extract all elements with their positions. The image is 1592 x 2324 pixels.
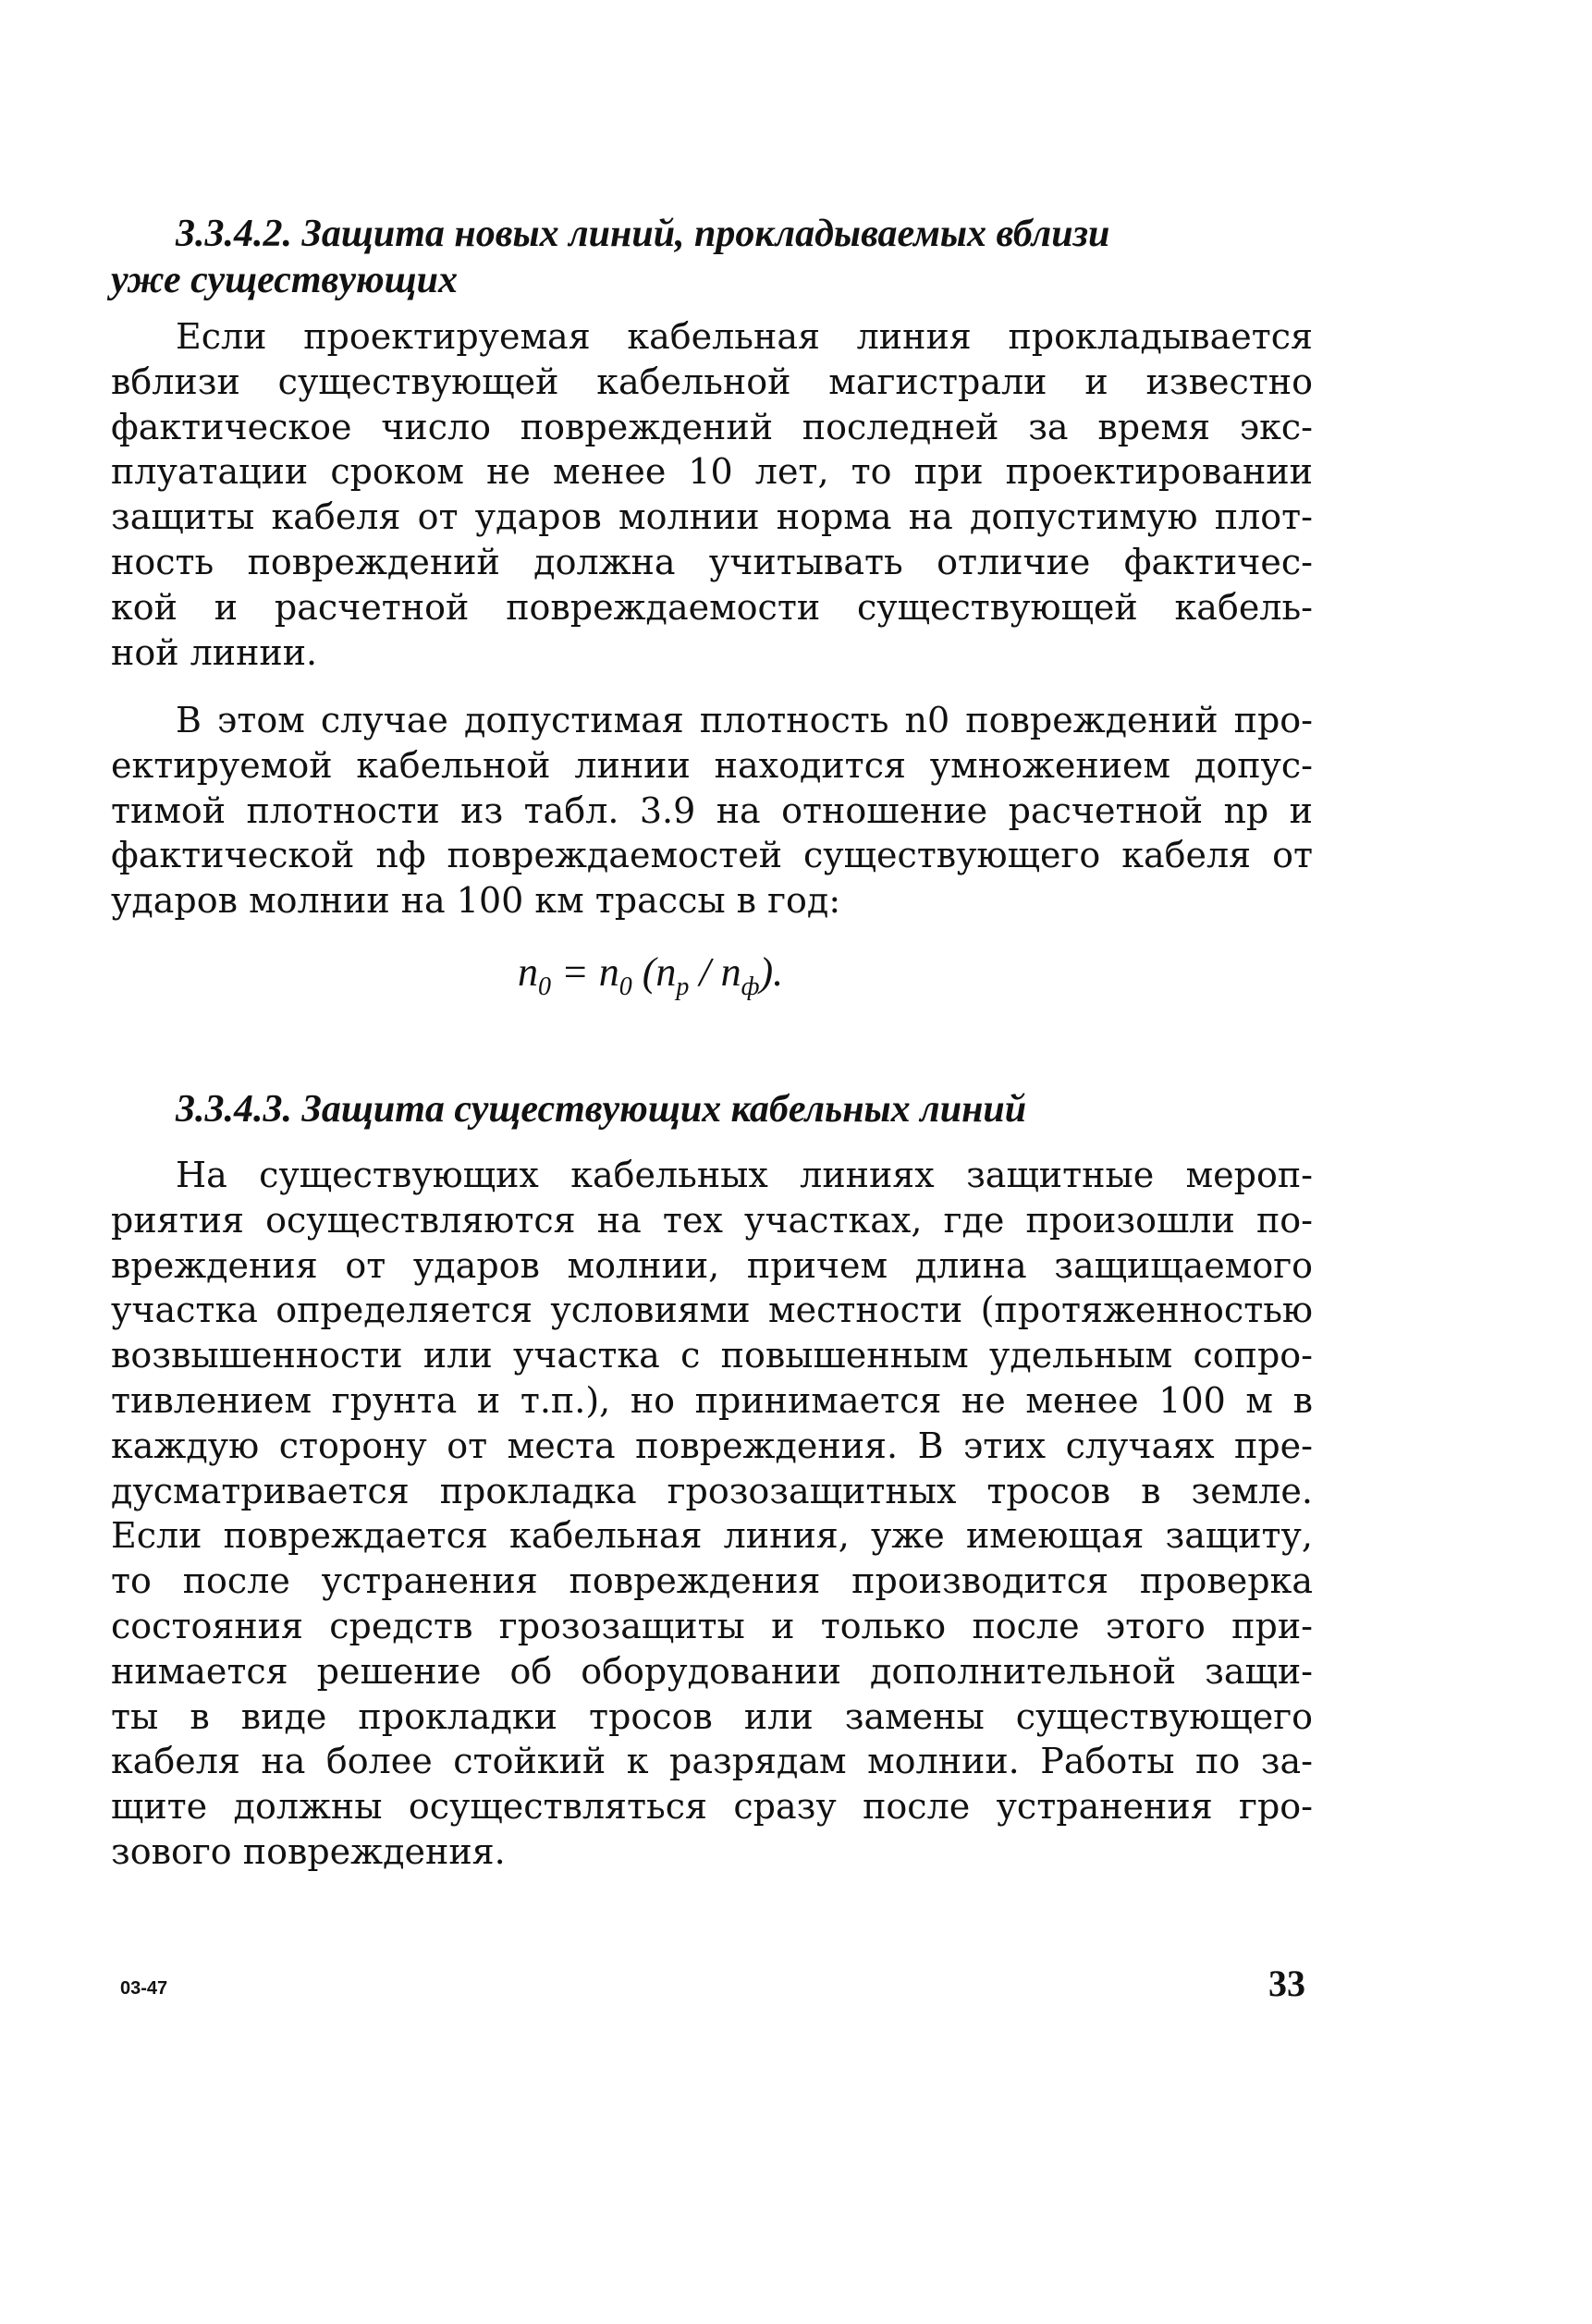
formula-np-subscript: р [676, 972, 690, 1001]
formula-lhs: n [518, 949, 538, 995]
page-number: 33 [1268, 1963, 1305, 2004]
paragraph-line: вреждения от ударов молнии, причем длина защищаемого [111, 1244, 1313, 1286]
paragraph-3 [111, 1153, 1313, 1875]
paragraph-line: ты в виде прокладки тросов или замены существующего [111, 1695, 1313, 1737]
paragraph-line: фактической nф повреждаемостей существующего кабеля от [111, 835, 1313, 876]
paragraph-line: риятия осуществляются на тех участках, где произошли по- [111, 1199, 1313, 1241]
formula-equals: = [551, 949, 599, 995]
paragraph-2 [111, 698, 1313, 923]
paragraph-line: защиты кабеля от ударов молнии норма на допустимую плот- [111, 496, 1313, 538]
paragraph-line: Если проектируемая кабельная линия прокладывается [176, 316, 1313, 357]
paragraph-line: Если повреждается кабельная линия, уже имеющая защиту, [111, 1515, 1313, 1557]
formula-lhs-subscript: 0 [538, 972, 551, 1001]
paragraph-line: кой и расчетной повреждаемости существующей кабель- [111, 586, 1313, 628]
section-heading-3-3-4-2 [111, 211, 1378, 303]
paragraph-line: зового повреждения. [111, 1830, 506, 1872]
formula-n0 [518, 945, 783, 1015]
paragraph-line: кабеля на более стойкий к разрядам молнии. Работы по за- [111, 1741, 1313, 1782]
heading-line-2: уже существующих [111, 259, 458, 301]
heading-line-1: 3.3.4.2. Защита новых линий, прокладываемых вблизи [176, 213, 1110, 255]
paragraph-line: плуатации сроком не менее 10 лет, то при проектировании [111, 451, 1313, 493]
paragraph-line: щите должны осуществляться сразу после устранения гро- [111, 1786, 1313, 1828]
paragraph-line: ударов молнии на 100 км трассы в год: [111, 880, 841, 922]
formula-close: ). [759, 949, 784, 995]
paragraph-line: фактическое число повреждений последней за время экс- [111, 406, 1313, 447]
formula-rhs-n: n [598, 949, 619, 995]
paragraph-line: состояния средств грозозащиты и только после этого при- [111, 1605, 1313, 1646]
paragraph-line: В этом случае допустимая плотность n0 повреждений про- [176, 700, 1313, 740]
footer-code: 03-47 [120, 1978, 168, 1999]
paragraph-line: то после устранения повреждения производится проверка [111, 1560, 1313, 1602]
paragraph-line: тивлением грунта и т.п.), но принимается не менее 100 м в [111, 1379, 1313, 1421]
paragraph-line: ность повреждений должна учитывать отличие фактичес- [111, 541, 1313, 582]
formula-nf-subscript: ф [741, 972, 760, 1001]
paragraph-line: вблизи существующей кабельной магистрали и известно [111, 361, 1313, 402]
paragraph-line: возвышенности или участка с повышенным удельным сопро- [111, 1335, 1313, 1376]
paragraph-line: участка определяется условиями местности (протяженностью [111, 1290, 1313, 1331]
paragraph-line: нимается решение об оборудовании дополнительной защи- [111, 1650, 1313, 1692]
paragraph-line: тимой плотности из табл. 3.9 на отношение расчетной nр и [111, 789, 1313, 831]
section-heading-3-3-4-3: 3.3.4.3. Защита существующих кабельных линий [176, 1088, 1027, 1131]
formula-slash: / n [689, 949, 741, 995]
formula-rhs-n-subscript: 0 [618, 972, 632, 1001]
paragraph-line: ектируемой кабельной линии находится умножением допус- [111, 744, 1313, 786]
paragraph-line: дусматривается прокладка грозозащитных тросов в земле. [111, 1470, 1313, 1511]
formula-open: (n [631, 949, 677, 995]
paragraph-line: каждую сторону от места повреждения. В этих случаях пре- [111, 1425, 1313, 1466]
paragraph-line: ной линии. [111, 631, 318, 673]
paragraph-line: На существующих кабельных линиях защитные мероп- [176, 1155, 1313, 1195]
paragraph-1 [111, 314, 1313, 675]
